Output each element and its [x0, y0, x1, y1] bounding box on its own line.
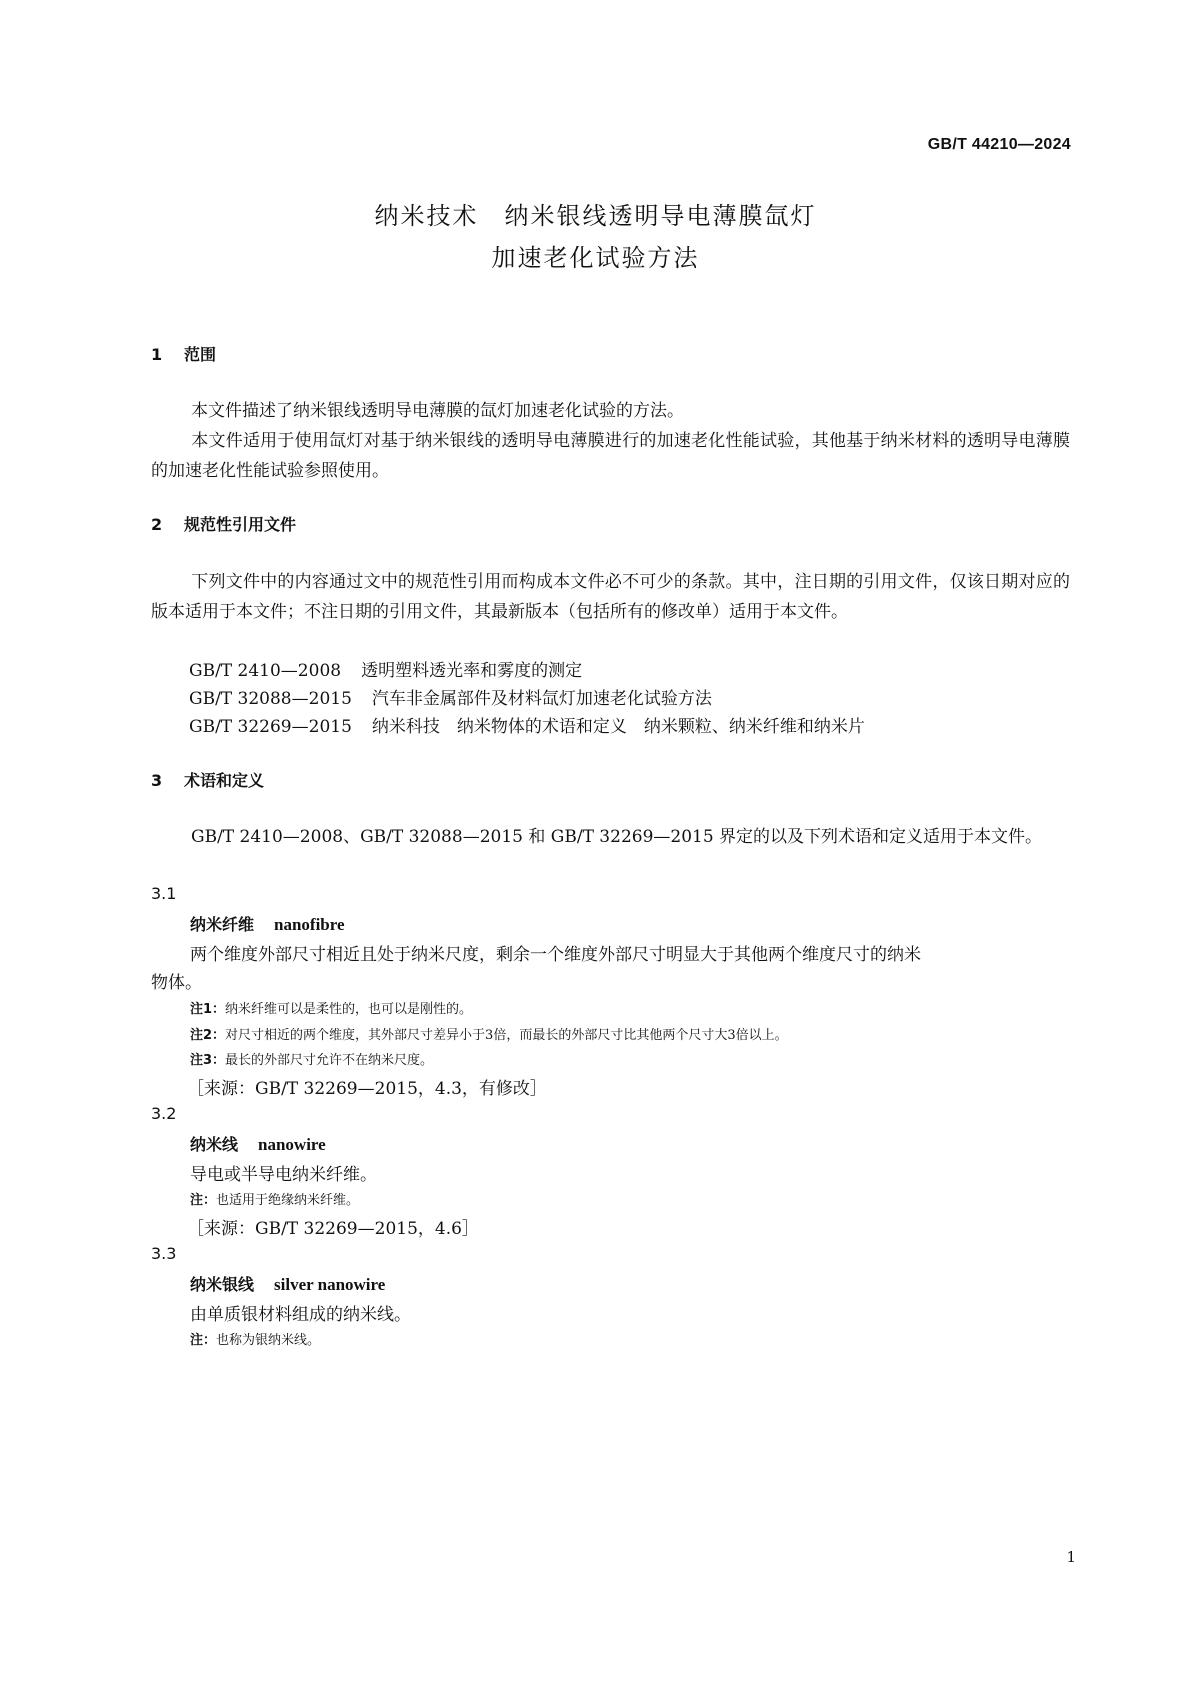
term-source: ［来源：GB/T 32269—2015，4.6］	[187, 1219, 479, 1239]
note: 注：也称为银纳米线。	[190, 1333, 321, 1348]
note: 注：也适用于绝缘纳米纤维。	[190, 1193, 360, 1208]
section-number: 2	[151, 515, 163, 534]
paragraph: 下列文件中的内容通过文中的规范性引用而构成本文件必不可少的条款。其中，注日期的引用文件，仅该日期对应的版本适用于本文件；不注日期的引用文件，其最新版本（包括所有的修改单）适用于本文件。	[151, 572, 1070, 622]
note: 注1：纳米纤维可以是柔性的，也可以是刚性的。	[190, 1002, 473, 1017]
term-number: 3.1	[151, 884, 177, 903]
term-number: 3.2	[151, 1104, 177, 1123]
section-number: 1	[151, 345, 163, 364]
section-1-heading	[151, 342, 216, 365]
term-entry: 纳米纤维 nanofibre	[190, 915, 345, 934]
standard-code: GB/T 44210—2024	[927, 136, 1071, 153]
term-definition: 两个维度外部尺寸相近且处于纳米尺度，剩余一个维度外部尺寸明显大于其他两个维度尺寸的纳米	[190, 945, 921, 965]
note: 注2：对尺寸相近的两个维度，其外部尺寸差异小于3倍，而最长的外部尺寸比其他两个尺寸大3倍以上。	[190, 1028, 788, 1043]
term-entry: 纳米银线 silver nanowire	[190, 1275, 386, 1294]
reference-item: GB/T 32269—2015 纳米科技 纳米物体的术语和定义 纳米颗粒、纳米纤维和纳米片	[189, 717, 865, 737]
paragraph: 本文件描述了纳米银线透明导电薄膜的氙灯加速老化试验的方法。	[191, 401, 684, 421]
note: 注3：最长的外部尺寸允许不在纳米尺度。	[190, 1053, 434, 1068]
section-2-heading	[151, 512, 296, 535]
reference-item: GB/T 32088—2015 汽车非金属部件及材料氙灯加速老化试验方法	[189, 689, 712, 709]
section-title: 规范性引用文件	[184, 515, 297, 534]
term-definition: 导电或半导电纳米纤维。	[190, 1165, 377, 1185]
section-3-heading	[151, 768, 264, 791]
section-title: 术语和定义	[184, 771, 265, 790]
reference-item: GB/T 2410—2008 透明塑料透光率和雾度的测定	[189, 661, 583, 681]
term-entry: 纳米线 nanowire	[190, 1135, 326, 1154]
term-number: 3.3	[151, 1244, 177, 1263]
document-title-line2: 加速老化试验方法	[491, 244, 700, 272]
term-definition: 物体。	[151, 973, 202, 993]
page-number: 1	[1066, 1548, 1076, 1566]
term-definition: 由单质银材料组成的纳米线。	[190, 1305, 411, 1325]
term-source: ［来源：GB/T 32269—2015，4.3，有修改］	[187, 1079, 547, 1099]
document-title-line1: 纳米技术 纳米银线透明导电薄膜氙灯	[374, 202, 817, 230]
paragraph: GB/T 2410—2008、GB/T 32088—2015 和 GB/T 32269—2015 界定的以及下列术语和定义适用于本文件。	[191, 827, 1043, 847]
section-number: 3	[151, 771, 163, 790]
paragraph: 本文件适用于使用氙灯对基于纳米银线的透明导电薄膜进行的加速老化性能试验，其他基于纳米材料的透明导电薄膜的加速老化性能试验参照使用。	[151, 431, 1070, 481]
section-title: 范围	[184, 345, 217, 364]
